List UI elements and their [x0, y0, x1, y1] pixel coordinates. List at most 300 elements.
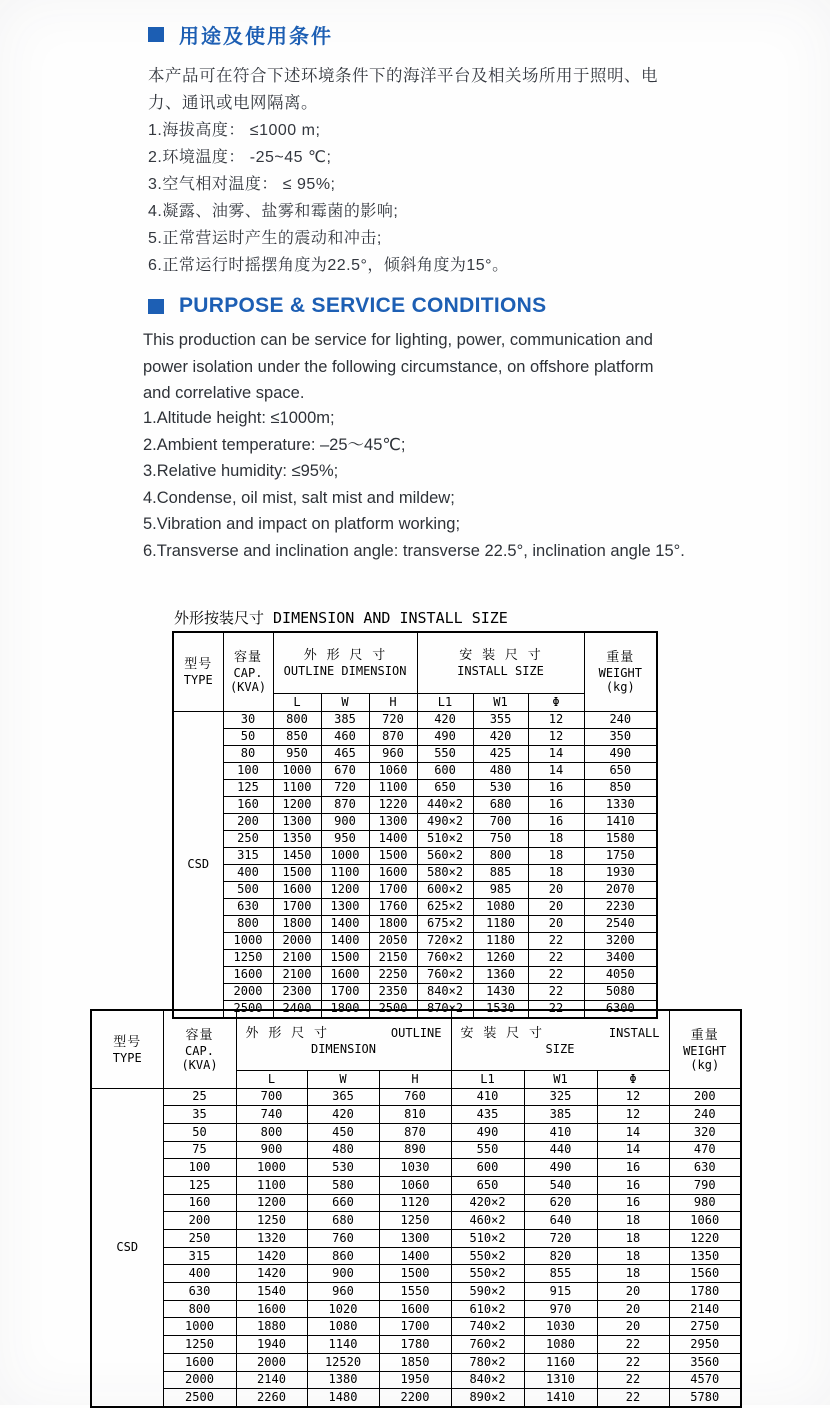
h-cell: 890: [379, 1141, 451, 1159]
l1-cell: 840×2: [451, 1371, 524, 1389]
table-row: [91, 1088, 741, 1106]
w-cell: 1020: [307, 1300, 379, 1318]
cap-cell: 200: [163, 1212, 236, 1230]
w-cell: 1400: [321, 915, 369, 932]
sub-col: H: [379, 1070, 451, 1088]
table-row: [173, 983, 657, 1000]
l1-cell: 490×2: [417, 813, 473, 830]
en-intro-paragraph: This production can be service for lighting, power, communication and power isolation under the following circumstance, on offshore platform and correlative space.: [143, 331, 654, 402]
weight-cell: 630: [669, 1159, 741, 1177]
h-cell: 1550: [379, 1283, 451, 1301]
w-cell: 1800: [321, 1000, 369, 1018]
table-row: [173, 898, 657, 915]
weight-cell: 350: [584, 728, 657, 745]
w1-cell: 680: [473, 796, 528, 813]
weight-cell: 1220: [669, 1230, 741, 1248]
w-cell: 900: [321, 813, 369, 830]
h-cell: 760: [379, 1088, 451, 1106]
table-row: [173, 966, 657, 983]
l-cell: 2100: [273, 949, 321, 966]
table-row: [173, 830, 657, 847]
w-cell: 900: [307, 1265, 379, 1283]
table-row: [173, 881, 657, 898]
h-cell: 2150: [369, 949, 417, 966]
phi-cell: 16: [528, 779, 584, 796]
table-row: [91, 1141, 741, 1159]
cap-cell: 250: [223, 830, 273, 847]
h-cell: 1600: [369, 864, 417, 881]
phi-cell: 14: [597, 1141, 669, 1159]
phi-cell: 22: [528, 983, 584, 1000]
table-row: [173, 728, 657, 745]
w-cell: 465: [321, 745, 369, 762]
cap-cell: 50: [163, 1123, 236, 1141]
col-type: 型号 TYPE: [173, 632, 223, 711]
w1-cell: 440: [524, 1141, 597, 1159]
table-row: [91, 1247, 741, 1265]
l-cell: 1420: [236, 1265, 307, 1283]
l-cell: 950: [273, 745, 321, 762]
table1-title: 外形按装尺寸 DIMENSION AND INSTALL SIZE: [174, 609, 508, 627]
l-cell: 1320: [236, 1230, 307, 1248]
w-cell: 1400: [321, 932, 369, 949]
dimension-install-table-2: [90, 1009, 742, 1408]
phi-cell: 22: [528, 932, 584, 949]
w1-cell: 490: [524, 1159, 597, 1177]
l1-cell: 550: [451, 1141, 524, 1159]
h-cell: 1800: [369, 915, 417, 932]
l-cell: 1420: [236, 1247, 307, 1265]
w-cell: 860: [307, 1247, 379, 1265]
col-weight: 重量 WEIGHT (kg): [669, 1010, 741, 1088]
cap-cell: 100: [163, 1159, 236, 1177]
phi-cell: 22: [597, 1353, 669, 1371]
cap-cell: 250: [163, 1230, 236, 1248]
w-cell: 1700: [321, 983, 369, 1000]
l1-cell: 720×2: [417, 932, 473, 949]
w-cell: 1200: [321, 881, 369, 898]
cap-cell: 160: [223, 796, 273, 813]
l1-cell: 550×2: [451, 1265, 524, 1283]
h-cell: 1700: [369, 881, 417, 898]
phi-cell: 20: [528, 915, 584, 932]
w-cell: 1080: [307, 1318, 379, 1336]
phi-cell: 22: [597, 1336, 669, 1354]
w-cell: 450: [307, 1123, 379, 1141]
w1-cell: 750: [473, 830, 528, 847]
table-row: [91, 1353, 741, 1371]
phi-cell: 20: [528, 898, 584, 915]
phi-cell: 18: [528, 830, 584, 847]
table1-body: [173, 711, 657, 1018]
en-list-item: 3.Relative humidity: ≤95%;: [143, 462, 339, 481]
l-cell: 2000: [236, 1353, 307, 1371]
weight-cell: 3200: [584, 932, 657, 949]
w1-cell: 1180: [473, 932, 528, 949]
cn-condition-list: [148, 117, 509, 279]
l1-cell: 550: [417, 745, 473, 762]
weight-cell: 6300: [584, 1000, 657, 1018]
cap-cell: 400: [223, 864, 273, 881]
table-row: [173, 847, 657, 864]
weight-cell: 2540: [584, 915, 657, 932]
l-cell: 700: [236, 1088, 307, 1106]
l-cell: 900: [236, 1141, 307, 1159]
en-condition-list: [143, 405, 685, 565]
square-bullet-icon: [148, 299, 164, 314]
table-row: [173, 745, 657, 762]
l1-cell: 460×2: [451, 1212, 524, 1230]
l1-cell: 650: [451, 1176, 524, 1194]
h-cell: 1120: [379, 1194, 451, 1212]
weight-cell: 240: [669, 1106, 741, 1124]
w1-cell: 720: [524, 1230, 597, 1248]
l-cell: 2140: [236, 1371, 307, 1389]
w1-cell: 700: [473, 813, 528, 830]
table-row: [173, 949, 657, 966]
h-cell: 1500: [369, 847, 417, 864]
sub-col: Φ: [528, 693, 584, 711]
phi-cell: 22: [597, 1389, 669, 1407]
phi-cell: 18: [528, 864, 584, 881]
phi-cell: 20: [597, 1283, 669, 1301]
w-cell: 1300: [321, 898, 369, 915]
l1-cell: 490: [451, 1123, 524, 1141]
phi-cell: 22: [528, 966, 584, 983]
weight-cell: 5780: [669, 1389, 741, 1407]
weight-cell: 3400: [584, 949, 657, 966]
l-cell: 1200: [236, 1194, 307, 1212]
l1-cell: 760×2: [417, 949, 473, 966]
w-cell: 12520: [307, 1353, 379, 1371]
cap-cell: 800: [163, 1300, 236, 1318]
l-cell: 1600: [273, 881, 321, 898]
cap-cell: 50: [223, 728, 273, 745]
phi-cell: 14: [528, 745, 584, 762]
l-cell: 1200: [273, 796, 321, 813]
type-label-cell: CSD: [173, 711, 223, 1018]
cap-cell: 25: [163, 1088, 236, 1106]
l1-cell: 780×2: [451, 1353, 524, 1371]
w1-cell: 1080: [473, 898, 528, 915]
cn-section-heading: 用途及使用条件: [179, 26, 333, 48]
l-cell: 2300: [273, 983, 321, 1000]
table-row: [173, 762, 657, 779]
h-cell: 1300: [369, 813, 417, 830]
sub-col: L1: [451, 1070, 524, 1088]
l1-cell: 870×2: [417, 1000, 473, 1018]
weight-cell: 1930: [584, 864, 657, 881]
cn-list-item: 5.正常营运时产生的震动和冲击;: [148, 230, 382, 247]
phi-cell: 18: [597, 1212, 669, 1230]
l1-cell: 550×2: [451, 1247, 524, 1265]
l-cell: 1880: [236, 1318, 307, 1336]
l1-cell: 510×2: [417, 830, 473, 847]
w1-cell: 1160: [524, 1353, 597, 1371]
w1-cell: 1180: [473, 915, 528, 932]
phi-cell: 12: [597, 1088, 669, 1106]
weight-cell: 2140: [669, 1300, 741, 1318]
weight-cell: 2070: [584, 881, 657, 898]
w1-cell: 820: [524, 1247, 597, 1265]
l1-cell: 760×2: [417, 966, 473, 983]
w-cell: 660: [307, 1194, 379, 1212]
w1-cell: 800: [473, 847, 528, 864]
table-row: [91, 1123, 741, 1141]
h-cell: 870: [369, 728, 417, 745]
col-weight: 重量 WEIGHT (kg): [584, 632, 657, 711]
cap-cell: 35: [163, 1106, 236, 1124]
l1-cell: 890×2: [451, 1389, 524, 1407]
l-cell: 2400: [273, 1000, 321, 1018]
phi-cell: 16: [597, 1176, 669, 1194]
cap-cell: 1250: [163, 1336, 236, 1354]
w-cell: 720: [321, 779, 369, 796]
l1-cell: 840×2: [417, 983, 473, 1000]
h-cell: 1780: [379, 1336, 451, 1354]
weight-cell: 200: [669, 1088, 741, 1106]
w-cell: 960: [307, 1283, 379, 1301]
l-cell: 1100: [273, 779, 321, 796]
table-row: [91, 1176, 741, 1194]
phi-cell: 22: [528, 1000, 584, 1018]
l1-cell: 675×2: [417, 915, 473, 932]
l-cell: 1450: [273, 847, 321, 864]
table-row: [173, 864, 657, 881]
w1-cell: 1030: [524, 1318, 597, 1336]
w1-cell: 410: [524, 1123, 597, 1141]
weight-cell: 1350: [669, 1247, 741, 1265]
cap-cell: 500: [223, 881, 273, 898]
cap-cell: 2500: [163, 1389, 236, 1407]
w-cell: 1100: [321, 864, 369, 881]
w1-cell: 855: [524, 1265, 597, 1283]
dimension-install-table-1: [172, 631, 658, 1019]
en-list-item: 1.Altitude height: ≤1000m;: [143, 409, 335, 427]
l1-cell: 610×2: [451, 1300, 524, 1318]
sub-col: L: [236, 1070, 307, 1088]
l-cell: 1100: [236, 1176, 307, 1194]
w1-cell: 885: [473, 864, 528, 881]
l1-cell: 420×2: [451, 1194, 524, 1212]
phi-cell: 14: [528, 762, 584, 779]
cn-intro-paragraph: 本产品可在符合下述环境条件下的海洋平台及相关场所用于照明、电力、通讯或电网隔离。: [148, 67, 658, 112]
cn-list-item: 4.凝露、油雾、盐雾和霉菌的影响;: [148, 203, 399, 220]
weight-cell: 2750: [669, 1318, 741, 1336]
weight-cell: 2230: [584, 898, 657, 915]
w1-cell: 540: [524, 1176, 597, 1194]
h-cell: 2250: [369, 966, 417, 983]
table-row: [91, 1230, 741, 1248]
table1-header: [173, 632, 657, 711]
l-cell: 1300: [273, 813, 321, 830]
w-cell: 460: [321, 728, 369, 745]
w-cell: 1380: [307, 1371, 379, 1389]
w1-cell: 1080: [524, 1336, 597, 1354]
h-cell: 1030: [379, 1159, 451, 1177]
l1-cell: 600: [417, 762, 473, 779]
h-cell: 2350: [369, 983, 417, 1000]
l1-cell: 560×2: [417, 847, 473, 864]
l-cell: 800: [273, 711, 321, 728]
h-cell: 2050: [369, 932, 417, 949]
l-cell: 1540: [236, 1283, 307, 1301]
phi-cell: 22: [597, 1371, 669, 1389]
cap-cell: 400: [163, 1265, 236, 1283]
cap-cell: 2000: [163, 1371, 236, 1389]
weight-cell: 5080: [584, 983, 657, 1000]
table-row: [173, 915, 657, 932]
w1-cell: 640: [524, 1212, 597, 1230]
en-list-item: 5.Vibration and impact on platform working;: [143, 515, 461, 534]
l-cell: 740: [236, 1106, 307, 1124]
col-type: 型号 TYPE: [91, 1010, 163, 1088]
col-outline-dimension: 外 形 尺 寸 OUTLINE DIMENSION: [236, 1010, 451, 1070]
w1-cell: 1310: [524, 1371, 597, 1389]
cap-cell: 100: [223, 762, 273, 779]
sub-col: W1: [473, 693, 528, 711]
table-row: [173, 932, 657, 949]
en-section-heading: PURPOSE & SERVICE CONDITIONS: [179, 294, 547, 317]
weight-cell: 980: [669, 1194, 741, 1212]
cap-cell: 2000: [223, 983, 273, 1000]
w-cell: 1000: [321, 847, 369, 864]
table-row: [91, 1212, 741, 1230]
h-cell: 1300: [379, 1230, 451, 1248]
cap-cell: 315: [223, 847, 273, 864]
phi-cell: 16: [528, 796, 584, 813]
w1-cell: 620: [524, 1194, 597, 1212]
phi-cell: 22: [528, 949, 584, 966]
weight-cell: 1060: [669, 1212, 741, 1230]
phi-cell: 18: [597, 1230, 669, 1248]
table2-header: [91, 1010, 741, 1088]
weight-cell: 1580: [584, 830, 657, 847]
h-cell: 1700: [379, 1318, 451, 1336]
col-install-size: 安 装 尺 寸 INSTALL SIZE: [417, 632, 584, 693]
w-cell: 530: [307, 1159, 379, 1177]
w-cell: 680: [307, 1212, 379, 1230]
cap-cell: 800: [223, 915, 273, 932]
l1-cell: 600: [451, 1159, 524, 1177]
h-cell: 960: [369, 745, 417, 762]
l1-cell: 760×2: [451, 1336, 524, 1354]
weight-cell: 790: [669, 1176, 741, 1194]
phi-cell: 20: [528, 881, 584, 898]
cap-cell: 630: [163, 1283, 236, 1301]
col-capacity: 容量 CAP. (KVA): [163, 1010, 236, 1088]
phi-cell: 14: [597, 1123, 669, 1141]
table1-block: [172, 607, 658, 1019]
weight-cell: 1780: [669, 1283, 741, 1301]
w1-cell: 425: [473, 745, 528, 762]
sub-col: W1: [524, 1070, 597, 1088]
cap-cell: 1000: [163, 1318, 236, 1336]
table-row: [173, 779, 657, 796]
l1-cell: 580×2: [417, 864, 473, 881]
sub-col: L: [273, 693, 321, 711]
l-cell: 1800: [273, 915, 321, 932]
h-cell: 1850: [379, 1353, 451, 1371]
phi-cell: 20: [597, 1300, 669, 1318]
h-cell: 1100: [369, 779, 417, 796]
w1-cell: 915: [524, 1283, 597, 1301]
w-cell: 760: [307, 1230, 379, 1248]
w1-cell: 970: [524, 1300, 597, 1318]
w1-cell: 1530: [473, 1000, 528, 1018]
l1-cell: 600×2: [417, 881, 473, 898]
cn-list-item: 3.空气相对温度： ≤ 95%;: [148, 176, 336, 193]
weight-cell: 650: [584, 762, 657, 779]
cap-cell: 80: [223, 745, 273, 762]
col-install-size: 安 装 尺 寸 INSTALL SIZE: [451, 1010, 669, 1070]
l-cell: 850: [273, 728, 321, 745]
l-cell: 1350: [273, 830, 321, 847]
weight-cell: 240: [584, 711, 657, 728]
en-section-title: [148, 294, 546, 318]
l1-cell: 420: [417, 711, 473, 728]
l-cell: 1940: [236, 1336, 307, 1354]
weight-cell: 1750: [584, 847, 657, 864]
table2-body: [91, 1088, 741, 1407]
w-cell: 1140: [307, 1336, 379, 1354]
cn-list-item: 6.正常运行时摇摆角度为22.5°，倾斜角度为15°。: [148, 257, 509, 274]
phi-cell: 12: [528, 711, 584, 728]
w-cell: 670: [321, 762, 369, 779]
table-row: [173, 813, 657, 830]
h-cell: 1400: [369, 830, 417, 847]
cap-cell: 125: [163, 1176, 236, 1194]
type-label-cell: CSD: [91, 1088, 163, 1407]
w-cell: 385: [321, 711, 369, 728]
h-cell: 1500: [379, 1265, 451, 1283]
phi-cell: 18: [597, 1247, 669, 1265]
w1-cell: 985: [473, 881, 528, 898]
weight-cell: 1410: [584, 813, 657, 830]
col-capacity: 容量 CAP. (KVA): [223, 632, 273, 711]
w-cell: 950: [321, 830, 369, 847]
table-row: [91, 1194, 741, 1212]
sub-col: L1: [417, 693, 473, 711]
en-list-item: 4.Condense, oil mist, salt mist and mildew;: [143, 488, 455, 507]
l-cell: 2000: [273, 932, 321, 949]
h-cell: 1220: [369, 796, 417, 813]
w-cell: 580: [307, 1176, 379, 1194]
phi-cell: 12: [597, 1106, 669, 1124]
w-cell: 480: [307, 1141, 379, 1159]
weight-cell: 3560: [669, 1353, 741, 1371]
h-cell: 1060: [369, 762, 417, 779]
l-cell: 2100: [273, 966, 321, 983]
l1-cell: 510×2: [451, 1230, 524, 1248]
phi-cell: 16: [528, 813, 584, 830]
cap-cell: 315: [163, 1247, 236, 1265]
en-list-item: 6.Transverse and inclination angle: transverse 22.5°, inclination angle 15°.: [143, 541, 685, 560]
col-outline-dimension: 外 形 尺 寸 OUTLINE DIMENSION: [273, 632, 417, 693]
cap-cell: 1000: [223, 932, 273, 949]
h-cell: 1760: [369, 898, 417, 915]
table-row: [91, 1336, 741, 1354]
phi-cell: 12: [528, 728, 584, 745]
w1-cell: 1260: [473, 949, 528, 966]
w-cell: 1500: [321, 949, 369, 966]
sub-col: W: [307, 1070, 379, 1088]
cn-list-item: 1.海拔高度： ≤1000 m;: [148, 122, 321, 139]
l1-cell: 590×2: [451, 1283, 524, 1301]
l-cell: 1700: [273, 898, 321, 915]
cn-section-title: [148, 20, 333, 49]
w1-cell: 480: [473, 762, 528, 779]
